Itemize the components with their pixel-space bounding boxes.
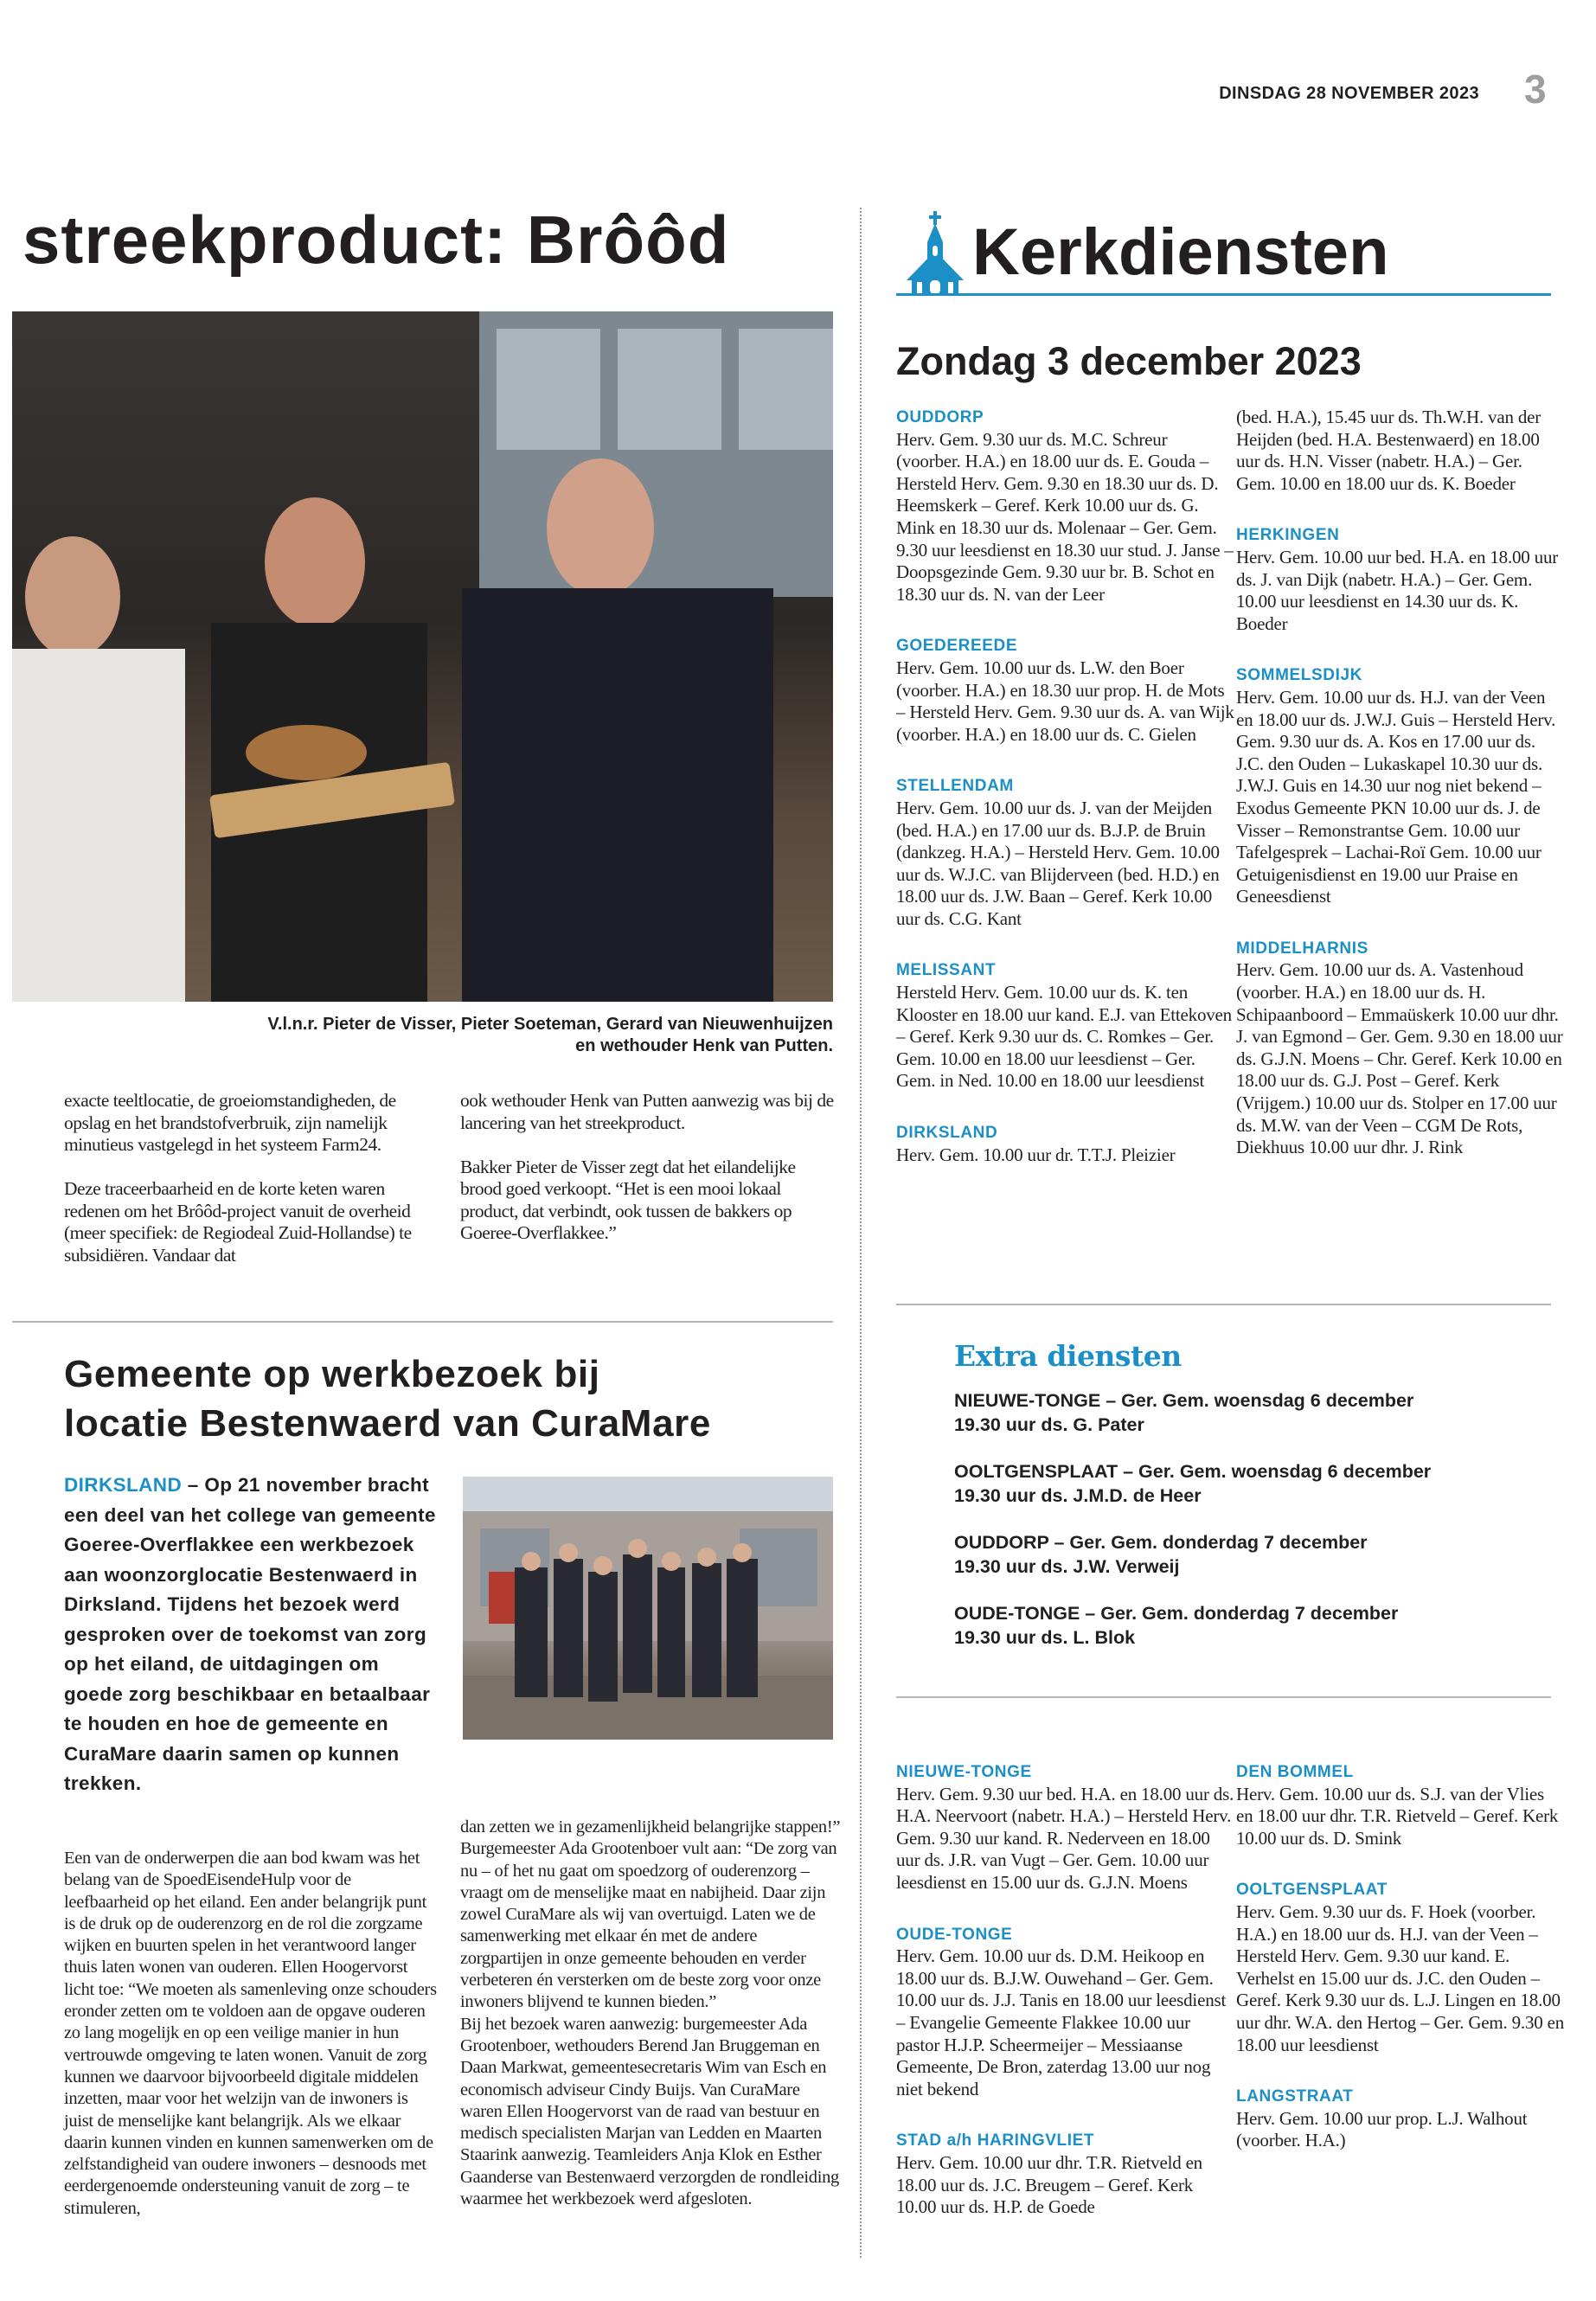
service-text: Herv. Gem. 10.00 uur ds. S.J. van der Vlies en 18.00 uur dhr. T.R. Rietveld – Geref. Kerk 10.00 uur ds. D. Smink <box>1236 1783 1559 1849</box>
services-column <box>1236 1761 1565 2182</box>
service-text: (bed. H.A.), 15.45 uur ds. Th.W.H. van der Heijden (bed. H.A. Bestenwaerd) en 18.00 uur ds. H.N. Visser (nabetr. H.A.) – Ger. Gem. 10.00 en 18.00 uur ds. K. Boeder <box>1236 407 1542 494</box>
service-listing <box>896 1924 1235 2101</box>
extra-service-line: OUDDORP – Ger. Gem. donderdag 7 december <box>954 1532 1368 1553</box>
paragraph: Deze traceerbaarheid en de korte keten waren redenen om het Brôôd-project vanuit de overheid (meer specifiek: de Regiodeal Zuid-Hollandse) te subsidiëren. Vandaar dat <box>64 1178 412 1266</box>
bakers-photo <box>12 311 833 1002</box>
extra-service-line: 19.30 uur ds. G. Pater <box>954 1413 1144 1435</box>
caption-line: V.l.n.r. Pieter de Visser, Pieter Soeteman, Gerard van Nieuwenhuijzen <box>267 1015 833 1034</box>
cura-headline <box>64 1349 711 1448</box>
intro-text: – Op 21 november bracht een deel van het college van gemeente Goeree-Overflakkee een werkbezoek aan woonzorglocatie Bestenwaerd in Dirksland. Tijdens het bezoek werd gesproken over de toekomst van zorg op het eiland, de uitdagingen om goede zorg beschikbaar en betaalbaar te houden en hoe de gemeente en CuraMare daarin samen op kunnen trekken. <box>64 1474 436 1794</box>
paragraph: Bij het bezoek waren aanwezig: burgemeester Ada Grootenboer, wethouders Berend Jan Bruggeman en Daan Markwat, gemeentesecretaris Wim van Esch en economisch adviseur Cindy Buijs. Van CuraMare waren Ellen Hoogervorst van de raad van bestuur en medisch specialisten Marjan van Ledden en Maarten Staarink aanwezig. Teamleiders Anja Klok en Esther Gaanderse van Bestenwaerd verzorgden de rondleiding waarmee het werkbezoek werd afgesloten. <box>460 2014 839 2209</box>
services-column <box>1236 407 1565 1189</box>
place-heading: DEN BOMMEL <box>1236 1763 1354 1781</box>
place-heading: LANGSTRAAT <box>1236 2087 1354 2106</box>
cura-body-column-1 <box>64 1848 438 2220</box>
extra-service-line: 19.30 uur ds. J.W. Verweij <box>954 1555 1180 1577</box>
extra-service-line: NIEUWE-TONGE – Ger. Gem. woensdag 6 december <box>954 1390 1414 1411</box>
service-text: Hersteld Herv. Gem. 10.00 uur ds. K. ten Klooster en 18.00 uur kand. E.J. van Ettekoven – Geref. Kerk 9.30 uur ds. C. Romkes – Ger. Gem. 10.00 en 18.00 uur leesdienst – Ger. Gem. in Ned. 10.00 en 18.00 uur leesdienst <box>896 982 1232 1092</box>
service-listing <box>1236 1879 1565 2056</box>
service-listing <box>896 1761 1235 1894</box>
section-divider <box>896 1696 1551 1698</box>
service-listing <box>1236 524 1565 635</box>
service-text: Herv. Gem. 10.00 uur dhr. T.R. Rietveld en 18.00 uur ds. J.C. Breugem – Geref. Kerk 10.00 uur ds. H.P. de Goede <box>896 2151 1202 2218</box>
place-heading: MIDDELHARNIS <box>1236 939 1368 958</box>
service-listing <box>896 775 1235 930</box>
service-text: Herv. Gem. 9.30 uur ds. F. Hoek (voorber. H.A.) en 18.00 uur ds. H.J. van der Veen – Hersteld Herv. Gem. 9.30 uur kand. E. Verhelst en 15.00 uur ds. J.C. den Ouden – Geref. Kerk 9.30 uur ds. L.J. Lingen en 18.00 uur dhr. W.A. den Hertog – Ger. Gem. 9.30 en 18.00 uur leesdienst <box>1236 1900 1565 2055</box>
section-divider <box>896 1304 1551 1305</box>
paragraph: Burgemeester Ada Grootenboer vult aan: “De zorg van nu – of het nu gaat om spoedzorg of ouderenzorg – vraagt om de menselijke maat en nabijheid. Daar zijn zowel CuraMare als wij van overtuigd. Laten we de samenwerking met elkaar én met de andere zorgpartijen in onze gemeente behouden en verder verbeteren én versterken om de beste zorg voor onze inwoners blijvend te kunnen bieden.” <box>460 1839 837 2012</box>
service-listing <box>896 1122 1235 1166</box>
service-listing <box>1236 407 1565 495</box>
extra-services-title: Extra diensten <box>954 1339 1182 1373</box>
service-text: Herv. Gem. 10.00 uur bed. H.A. en 18.00 uur ds. J. van Dijk (nabetr. H.A.) – Ger. Gem. 10.00 uur leesdienst en 14.30 uur ds. K. Boeder <box>1236 546 1559 634</box>
place-heading: OUDDORP <box>896 408 984 426</box>
service-text: Herv. Gem. 9.30 uur ds. M.C. Schreur (voorber. H.A.) en 18.00 uur ds. E. Gouda – Hersteld Herv. Gem. 9.30 en 18.30 uur ds. D. Heemskerk – Geref. Kerk 10.00 uur ds. G. Mink en 18.30 uur ds. Molenaar – Ger. Gem. 9.30 uur leesdienst en 18.30 uur stud. J. Janse – Doopsgezinde Gem. 9.30 uur br. B. Schot en 18.30 uur ds. N. van der Leer <box>896 428 1234 605</box>
place-heading: MELISSANT <box>896 961 997 980</box>
service-text: Herv. Gem. 9.30 uur bed. H.A. en 18.00 uur ds. H.A. Neervoort (nabetr. H.A.) – Hersteld Herv. Gem. 9.30 uur kand. R. Nederveen en 18.00 uur ds. J.R. van Vugt – Ger. Gem. 10.00 uur leesdienst en 15.00 uur ds. G.J.N. Moens <box>896 1783 1234 1893</box>
service-text: Herv. Gem. 10.00 uur ds. H.J. van der Veen en 18.00 uur ds. J.W.J. Guis – Hersteld Herv. Gem. 9.30 uur ds. A. Kos en 17.00 uur ds. J.C. den Ouden – Lukaskapel 10.30 uur ds. J.W.J. Guis en 14.30 uur nog niet bekend – Exodus Gemeente PKN 10.00 uur ds. J. de Visser – Remonstrantse Gem. 10.00 uur Tafelgesprek – Lachai-Roï Gem. 10.00 uur Getuigenisdienst en 19.00 uur Praise en Geneesdienst <box>1236 686 1556 907</box>
bakers-photo-illustration <box>12 311 833 1002</box>
paragraph: ook wethouder Henk van Putten aanwezig was bij de lancering van het streekproduct. <box>460 1090 834 1133</box>
service-listing <box>896 959 1235 1093</box>
service-text: Herv. Gem. 10.00 uur prop. L.J. Walhout (voorber. H.A.) <box>1236 2107 1528 2151</box>
place-heading: STAD a/h HARINGVLIET <box>896 2131 1095 2150</box>
photo-caption <box>130 1014 833 1057</box>
headline-line: locatie Bestenwaerd van CuraMare <box>64 1402 711 1445</box>
service-text: Herv. Gem. 10.00 uur ds. A. Vastenhoud (voorber. H.A.) en 18.00 uur ds. H. Schipaanboord – Emmaüskerk 10.00 uur dhr. J. van Egmond – Ger. Gem. 9.30 en 18.00 uur ds. G.J.N. Moens – Chr. Geref. Kerk 10.00 en 18.00 uur ds. G.J. Post – Geref. Kerk (Vrijgem.) 10.00 uur ds. Stolper en 17.00 uur ds. M.W. van der Veen – CGM De Rots, Diekhuus 10.00 uur dhr. J. Rink <box>1236 959 1563 1158</box>
page-number: 3 <box>1524 67 1547 112</box>
caption-line: en wethouder Henk van Putten. <box>575 1036 833 1055</box>
service-date-heading: Zondag 3 december 2023 <box>896 339 1362 383</box>
service-listing <box>1236 938 1565 1159</box>
bread-body-column-2 <box>460 1090 836 1266</box>
service-listing <box>1236 664 1565 908</box>
place-heading: OUDE-TONGE <box>896 1925 1013 1944</box>
extra-service-item <box>954 1389 1551 1437</box>
visit-group-photo <box>463 1477 833 1740</box>
service-text: Herv. Gem. 10.00 uur ds. D.M. Heikoop en 18.00 uur ds. B.J.W. Ouwehand – Ger. Gem. 10.00 uur ds. J.J. Tanis en 18.00 uur leesdienst – Evangelie Gemeente Flakkee 10.00 uur pastor H.J.P. Scheermeijer – Messiaanse Gemeente, De Bron, zaterdag 13.00 uur nog niet bekend <box>896 1945 1227 2099</box>
cura-intro <box>64 1471 438 1799</box>
place-heading: STELLENDAM <box>896 777 1014 796</box>
paragraph: Bakker Pieter de Visser zegt dat het eilandelijke brood goed verkoopt. “Het is een mooi lokaal product, dat verbindt, ook tussen de bakkers op Goeree-Overflakkee.” <box>460 1156 796 1243</box>
cura-body-column-2 <box>460 1817 841 2210</box>
services-column <box>896 407 1235 1195</box>
headline-line: Gemeente op werkbezoek bij <box>64 1353 600 1395</box>
place-heading: DIRKSLAND <box>896 1124 998 1143</box>
issue-date: DINSDAG 28 NOVEMBER 2023 <box>1219 84 1479 103</box>
place-heading: SOMMELSDIJK <box>1236 666 1362 685</box>
extra-service-item <box>954 1531 1551 1579</box>
service-listing <box>1236 1761 1565 1849</box>
kerkdiensten-title: Kerkdiensten <box>972 215 1389 289</box>
church-icon <box>905 209 965 296</box>
bread-body-column-1 <box>64 1090 434 1289</box>
extra-service-line: OUDE-TONGE – Ger. Gem. donderdag 7 december <box>954 1603 1399 1624</box>
extra-service-item <box>954 1602 1551 1650</box>
dateline-place: DIRKSLAND <box>64 1474 183 1496</box>
services-column <box>896 1761 1235 2248</box>
service-text: Herv. Gem. 10.00 uur dr. T.T.J. Pleizier <box>896 1144 1176 1165</box>
column-divider <box>860 208 862 2258</box>
paragraph: dan zetten we in gezamenlijkheid belangrijke stappen!” <box>460 1817 841 1836</box>
place-heading: HERKINGEN <box>1236 526 1340 545</box>
service-text: Herv. Gem. 10.00 uur ds. J. van der Meijden (bed. H.A.) en 17.00 uur ds. B.J.P. de Bruin (dankzeg. H.A.) – Hersteld Herv. Gem. 10.00 uur ds. W.J.C. van Blijderveen (bed. H.D.) en 18.00 uur ds. J.W. Baan – Geref. Kerk 10.00 uur ds. C.G. Kant <box>896 797 1220 929</box>
service-listing <box>896 2130 1235 2218</box>
service-listing <box>1236 2086 1565 2152</box>
service-listing <box>896 635 1235 746</box>
section-divider <box>12 1321 833 1323</box>
place-heading: GOEDEREEDE <box>896 637 1018 656</box>
service-listing <box>896 407 1235 606</box>
paragraph: Een van de onderwerpen die aan bod kwam was het belang van de SpoedEisendeHulp voor de leefbaarheid op het eiland. Een ander belangrijk punt is de druk op de ouderenzorg en de rol die zorgzame wijken en buurten spelen in het verantwoord langer thuis laten wonen van ouderen. Ellen Hoogervorst licht toe: “We moeten als samenleving onze schouders eronder zetten om te voldoen aan de opgave ouderen zo lang mogelijk en op een veilige manier in hun vertrouwde omgeving te laten wonen. Vanuit de zorg kunnen we daarvoor bijvoorbeeld digitale middelen inzetten, maar voor het welzijn van de inwoners is juist de menselijke kant belangrijk. Als we elkaar daarin kunnen vinden en kunnen samenwerken om de zelfstandigheid van oudere inwoners – desnoods met eerdergenoemde ondersteuning vanuit de zorg – te stimuleren, <box>64 1849 437 2218</box>
title-underline <box>896 293 1551 296</box>
extra-service-line: 19.30 uur ds. J.M.D. de Heer <box>954 1484 1202 1506</box>
extra-service-line: 19.30 uur ds. L. Blok <box>954 1626 1136 1648</box>
bread-headline: streekproduct: Brôôd <box>22 202 730 278</box>
extra-service-line: OOLTGENSPLAAT – Ger. Gem. woensdag 6 december <box>954 1461 1432 1482</box>
extra-service-item <box>954 1460 1551 1508</box>
extra-services-list <box>954 1389 1551 1673</box>
visit-group-photo-illustration <box>463 1477 833 1740</box>
paragraph: exacte teeltlocatie, de groeiomstandigheden, de opslag en het brandstofverbruik, zijn namelijk minutieus vastgelegd in het systeem Farm24. <box>64 1090 396 1155</box>
service-text: Herv. Gem. 10.00 uur ds. L.W. den Boer (voorber. H.A.) en 18.30 uur prop. H. de Mots – Hersteld Herv. Gem. 9.30 uur ds. A. van Wijk (voorber. H.A.) en 18.00 uur ds. C. Gielen <box>896 657 1234 745</box>
place-heading: NIEUWE-TONGE <box>896 1763 1032 1781</box>
place-heading: OOLTGENSPLAAT <box>1236 1881 1388 1900</box>
